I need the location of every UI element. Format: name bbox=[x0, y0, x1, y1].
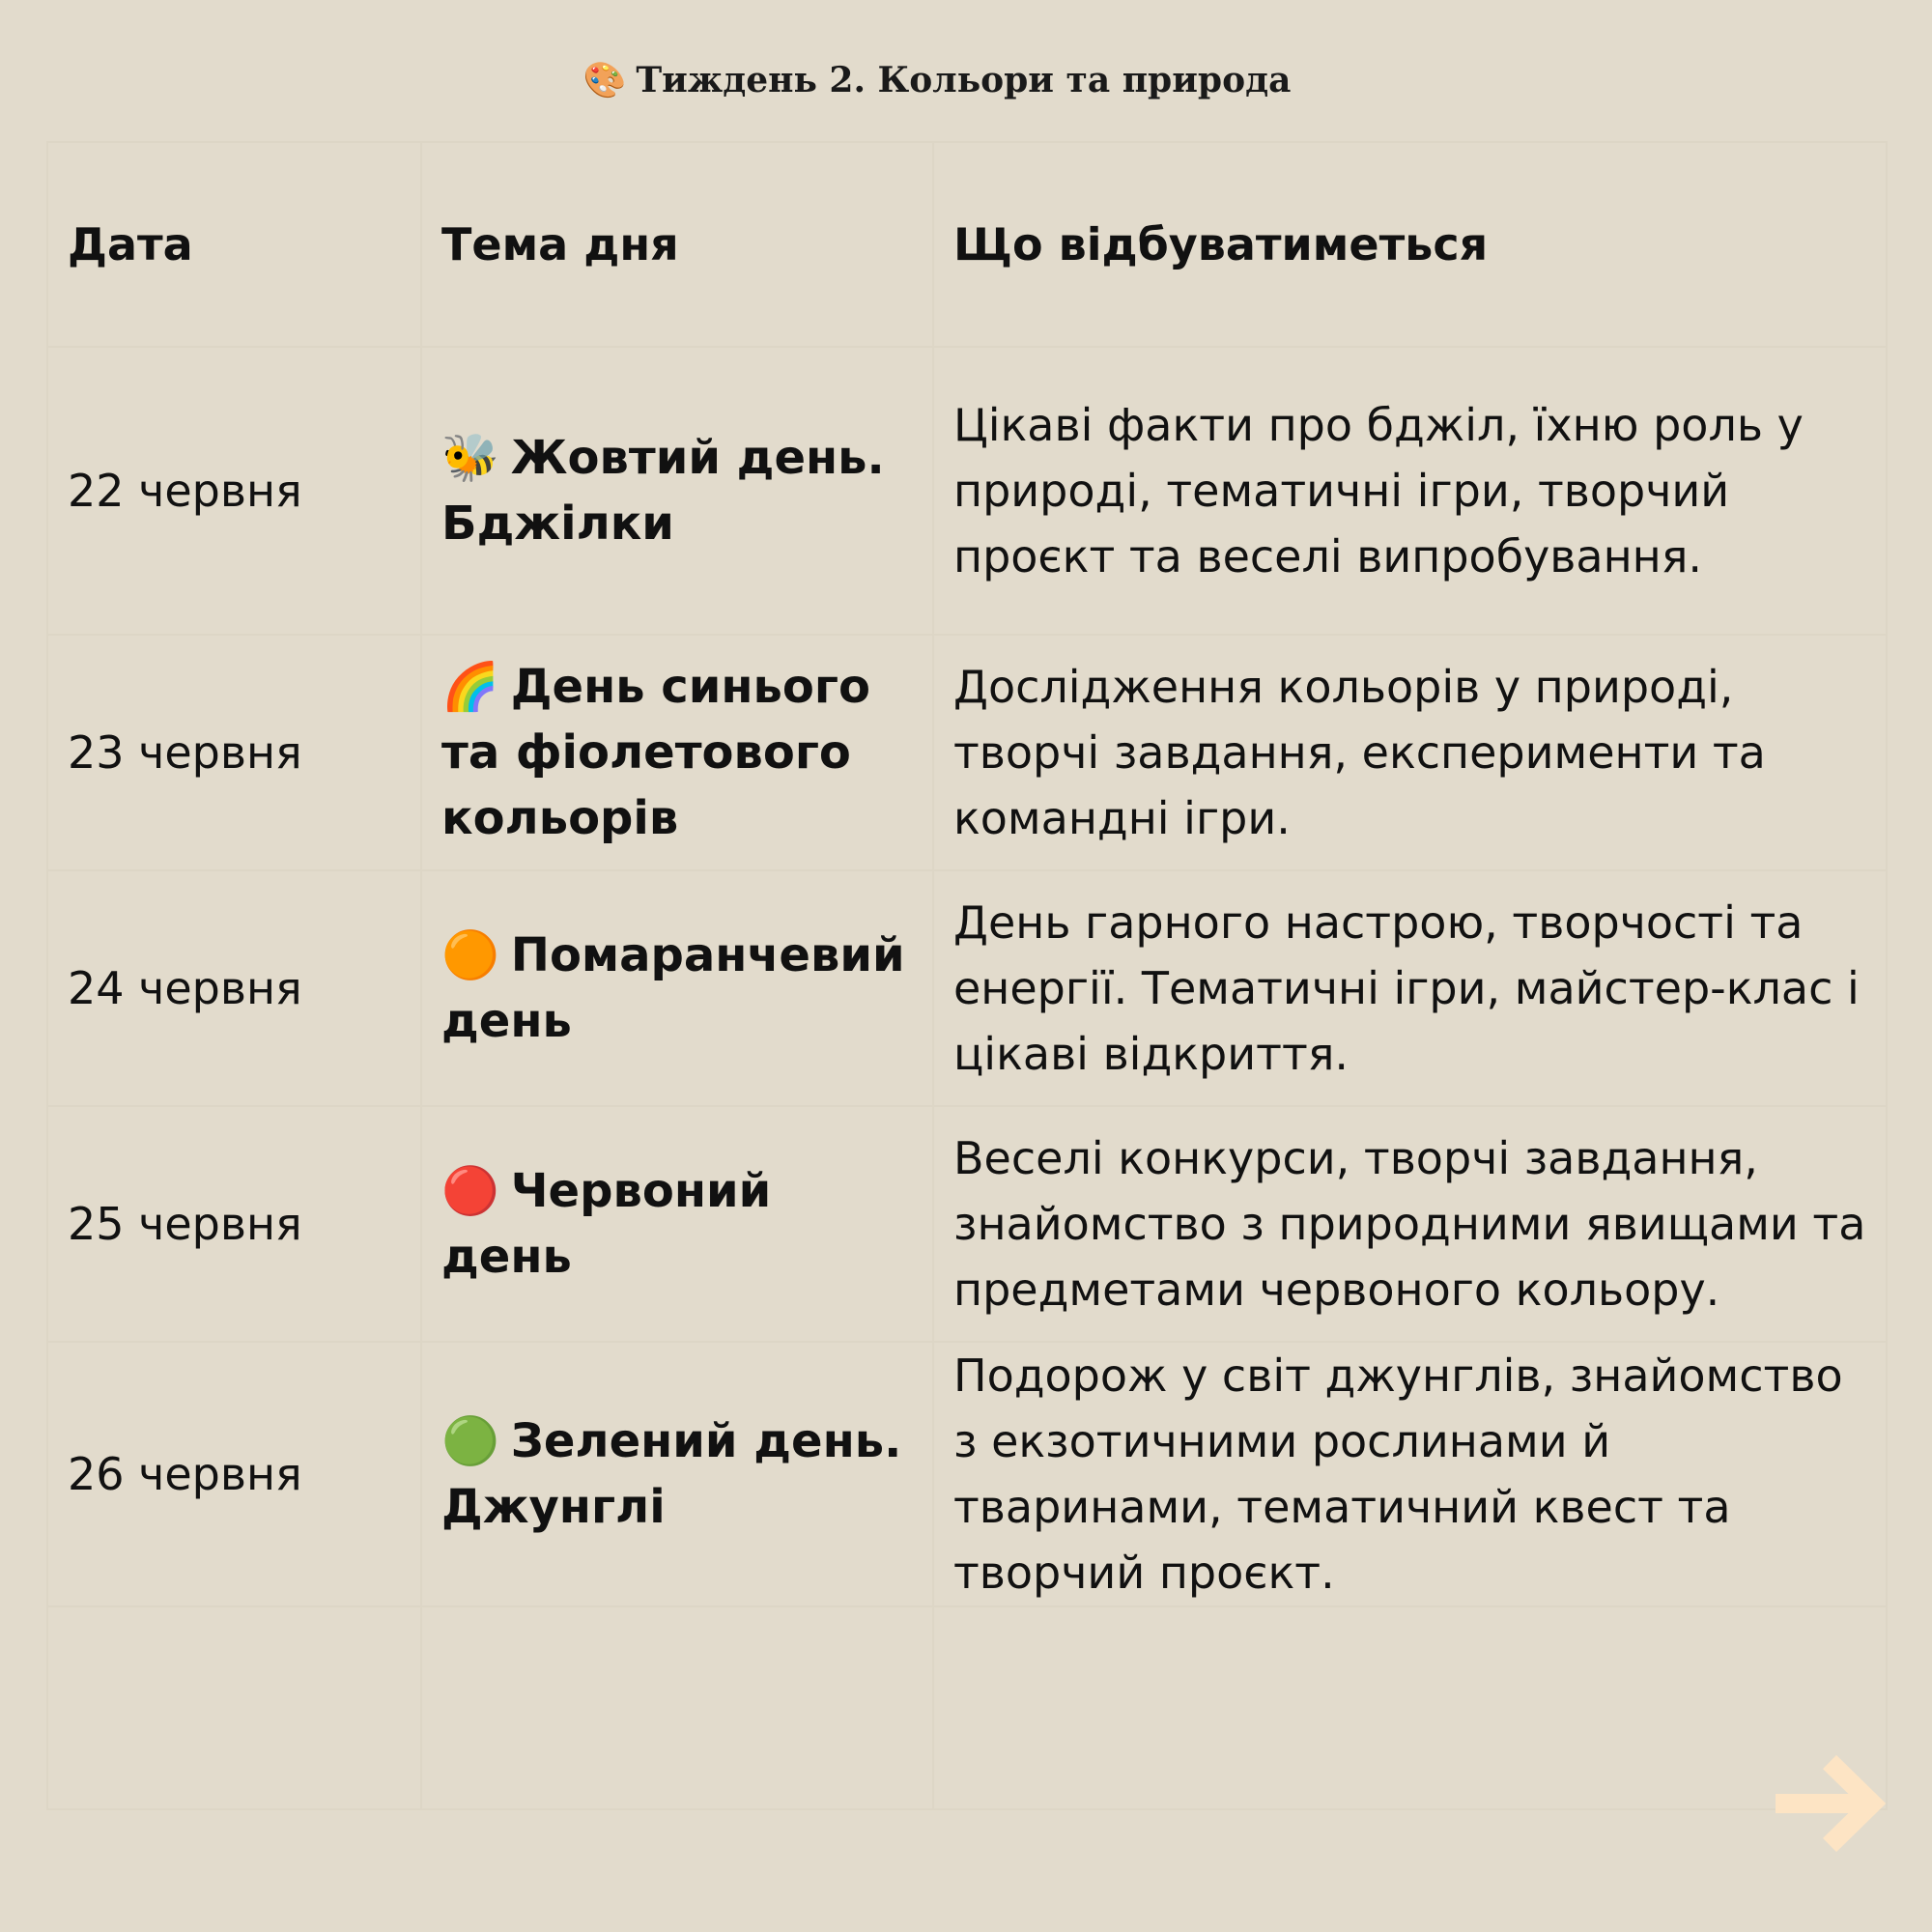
rainbow-icon: 🌈 bbox=[441, 660, 499, 714]
table-row bbox=[47, 347, 1887, 635]
row-date: 22 червня bbox=[47, 347, 421, 635]
row-description: Дослідження кольорів у природі, творчі завдання, експерименти та командні ігри. bbox=[933, 635, 1887, 870]
green-circle-icon: 🟢 bbox=[441, 1414, 499, 1468]
row-date: 23 червня bbox=[47, 635, 421, 870]
row-description: Веселі конкурси, творчі завдання, знайомство з природними явищами та предметами червоного кольору. bbox=[933, 1106, 1887, 1342]
row-description: Цікаві факти про бджіл, їхню роль у природі, тематичні ігри, творчий проєкт та веселі випробування. bbox=[933, 347, 1887, 635]
row-theme-text: День синього та фіолетового кольорів bbox=[441, 660, 870, 845]
table-row bbox=[47, 1106, 1887, 1342]
page-title bbox=[0, 60, 1874, 100]
row-theme bbox=[421, 870, 933, 1106]
empty-table-row bbox=[47, 1606, 1887, 1809]
header-description: Що відбуватиметься bbox=[933, 142, 1887, 347]
empty-cell bbox=[933, 1606, 1887, 1809]
palette-icon: 🎨 bbox=[582, 60, 627, 100]
row-theme bbox=[421, 635, 933, 870]
arrow-right-icon[interactable] bbox=[1770, 1750, 1886, 1857]
table-row bbox=[47, 1342, 1887, 1606]
row-description: Подорож у світ джунглів, знайомство з екзотичними рослинами й тваринами, тематичний квест та творчий проєкт. bbox=[933, 1342, 1887, 1606]
row-theme bbox=[421, 1106, 933, 1342]
row-theme-text: Зелений день. Джунглі bbox=[441, 1414, 902, 1534]
row-date: 25 червня bbox=[47, 1106, 421, 1342]
header-theme: Тема дня bbox=[421, 142, 933, 347]
empty-cell bbox=[47, 1606, 421, 1809]
row-description: День гарного настрою, творчості та енергії. Тематичні ігри, майстер-клас і цікаві відкриття. bbox=[933, 870, 1887, 1106]
row-theme-text: Червоний день bbox=[441, 1164, 772, 1284]
bee-icon: 🐝 bbox=[441, 431, 499, 485]
header-date: Дата bbox=[47, 142, 421, 347]
empty-cell bbox=[421, 1606, 933, 1809]
orange-circle-icon: 🟠 bbox=[441, 928, 499, 982]
row-theme bbox=[421, 347, 933, 635]
row-date: 26 червня bbox=[47, 1342, 421, 1606]
table-header-row bbox=[47, 142, 1887, 347]
row-date: 24 червня bbox=[47, 870, 421, 1106]
row-theme-text: Помаранчевий день bbox=[441, 928, 905, 1048]
row-theme bbox=[421, 1342, 933, 1606]
schedule-table bbox=[46, 141, 1888, 1810]
red-circle-icon: 🔴 bbox=[441, 1164, 499, 1218]
page-title-text: Тиждень 2. Кольори та природа bbox=[636, 60, 1292, 100]
table-row bbox=[47, 635, 1887, 870]
table-row bbox=[47, 870, 1887, 1106]
row-theme-text: Жовтий день. Бджілки bbox=[441, 431, 885, 551]
